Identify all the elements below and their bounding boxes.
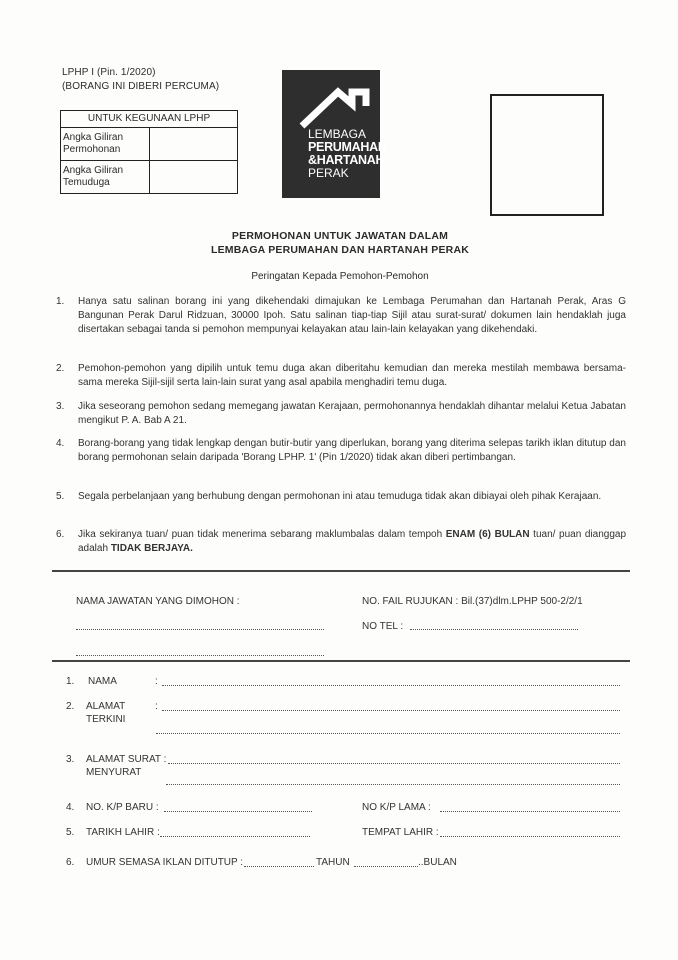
note-item	[56, 490, 626, 520]
label-line: Temuduga	[63, 177, 110, 188]
age-months-input[interactable]	[354, 866, 418, 867]
note-number: 1.	[56, 296, 65, 307]
note-text: Hanya satu salinan borang ini yang dikehendaki dimajukan ke Lembaga Perumahan dan Hartanah Perak, Aras G Bangunan Perak Darul Ridzuan, 30000 Ipoh. Satu salinan tiap-tiap Sijil atau surat-surat/ dokumen lain hendaklah juga disertakan sebagai tanda si pemohon mempunyai kelayakan atau lain-lain kelayakan yang dikehendaki.	[78, 296, 626, 335]
phone-label: NO TEL :	[362, 621, 404, 632]
logo-line-3: &HARTANAH	[308, 153, 385, 167]
office-use-table	[60, 110, 238, 194]
current-address-label-2: TERKINI	[86, 714, 126, 725]
logo-line-4: PERAK	[308, 166, 349, 180]
new-ic-label: NO. K/P BARU :	[86, 802, 159, 813]
birth-place-input[interactable]	[440, 836, 620, 837]
section-divider	[52, 570, 630, 572]
note-item	[56, 295, 626, 355]
note-number: 5.	[56, 491, 65, 502]
section-divider	[52, 660, 630, 662]
note-item	[56, 400, 626, 430]
interview-number-label	[61, 161, 150, 194]
note-item	[56, 362, 626, 392]
logo-line-1: LEMBAGA	[308, 127, 367, 141]
years-label: TAHUN	[316, 857, 350, 868]
label-line: Angka Giliran	[63, 132, 124, 143]
note-text	[78, 528, 626, 556]
current-address-label: ALAMAT	[86, 701, 126, 712]
note-bold-part: TIDAK BERJAYA.	[110, 543, 193, 554]
field-number: 2.	[66, 701, 75, 712]
form-code: LPHP I (Pin. 1/2020)	[62, 67, 156, 78]
photo-box[interactable]	[490, 94, 604, 216]
office-use-title: UNTUK KEGUNAAN LPHP	[61, 111, 238, 128]
age-years-input[interactable]	[244, 866, 314, 867]
note-number: 3.	[56, 401, 65, 412]
note-number: 6.	[56, 529, 65, 540]
applied-post-input[interactable]	[76, 629, 324, 630]
name-label: NAMA	[88, 676, 117, 687]
mailing-address-input-line-2[interactable]	[166, 784, 620, 785]
interview-number-cell[interactable]	[150, 161, 238, 194]
note-text: Pemohon-pemohon yang dipilih untuk temu duga akan diberitahu kemudian dan mereka mestilah membawa bersama-sama mereka Sijil-sijil serta lain-lain surat yang asal apabila menghadiri temu duga.	[78, 363, 626, 388]
form-title-line-2: LEMBAGA PERUMAHAN DAN HARTANAH PERAK	[210, 244, 470, 256]
name-input[interactable]	[162, 685, 620, 686]
application-number-label	[61, 128, 150, 161]
note-text-part: tuan/ puan dianggap adalah	[78, 529, 626, 554]
field-number: 1.	[66, 676, 75, 687]
note-item	[56, 437, 626, 481]
application-number-cell[interactable]	[150, 128, 238, 161]
mailing-address-label-2: MENYURAT	[86, 767, 142, 778]
applied-post-label: NAMA JAWATAN YANG DIMOHON :	[76, 596, 240, 607]
note-number: 2.	[56, 363, 65, 374]
applied-post-input-line-2[interactable]	[76, 655, 324, 656]
birth-date-label: TARIKH LAHIR :	[86, 827, 160, 838]
months-label: ..BULAN	[418, 857, 457, 868]
age-label: UMUR SEMASA IKLAN DITUTUP :	[86, 857, 244, 868]
free-form-note: (BORANG INI DIBERI PERCUMA)	[62, 81, 220, 92]
old-ic-label: NO K/P LAMA :	[362, 802, 431, 813]
note-text-part: Jika sekiranya tuan/ puan tidak menerima sebarang maklumbalas dalam tempoh	[78, 529, 446, 540]
label-line: Permohonan	[63, 144, 121, 155]
mailing-address-input[interactable]	[168, 763, 620, 764]
note-text: Segala perbelanjaan yang berhubung dengan permohonan ini atau temuduga tidak akan dibiayai oleh pihak Kerajaan.	[78, 491, 602, 502]
field-number: 6.	[66, 857, 75, 868]
form-title-line-1: PERMOHONAN UNTUK JAWATAN DALAM	[231, 230, 449, 242]
note-item	[56, 528, 626, 558]
new-ic-input[interactable]	[164, 811, 312, 812]
field-number: 4.	[66, 802, 75, 813]
birth-place-label: TEMPAT LAHIR :	[362, 827, 439, 838]
note-text: Borang-borang yang tidak lengkap dengan butir-butir yang diperlukan, borang yang diterima selepas tarikh iklan ditutup dan borang permohonan selain daripada 'Borang LPHP. 1' (Pin 1/2020) tidak akan diberi pertimbangan.	[78, 438, 626, 463]
phone-input[interactable]	[410, 629, 578, 630]
old-ic-input[interactable]	[440, 811, 620, 812]
current-address-input-line-2[interactable]	[156, 733, 620, 734]
current-address-input[interactable]	[162, 710, 620, 711]
lphp-logo	[282, 70, 387, 198]
note-number: 4.	[56, 438, 65, 449]
colon: :	[155, 676, 158, 687]
field-number: 5.	[66, 827, 75, 838]
note-text: Jika seseorang pemohon sedang memegang jawatan Kerajaan, permohonannya hendaklah dihantar melalui Ketua Jabatan mengikut P. A. Bab A 21.	[78, 401, 626, 426]
mailing-address-label: ALAMAT SURAT :	[86, 754, 167, 765]
logo-line-2: PERUMAHAN	[308, 140, 387, 154]
label-line: Angka Giliran	[63, 165, 124, 176]
file-reference: NO. FAIL RUJUKAN : Bil.(37)dlm.LPHP 500-2/2/1	[362, 596, 583, 607]
colon: :	[155, 701, 158, 712]
note-bold-part: ENAM (6) BULAN	[445, 529, 530, 540]
form-subtitle: Peringatan Kepada Pemohon-Pemohon	[251, 271, 429, 282]
birth-date-input[interactable]	[160, 836, 310, 837]
field-number: 3.	[66, 754, 75, 765]
